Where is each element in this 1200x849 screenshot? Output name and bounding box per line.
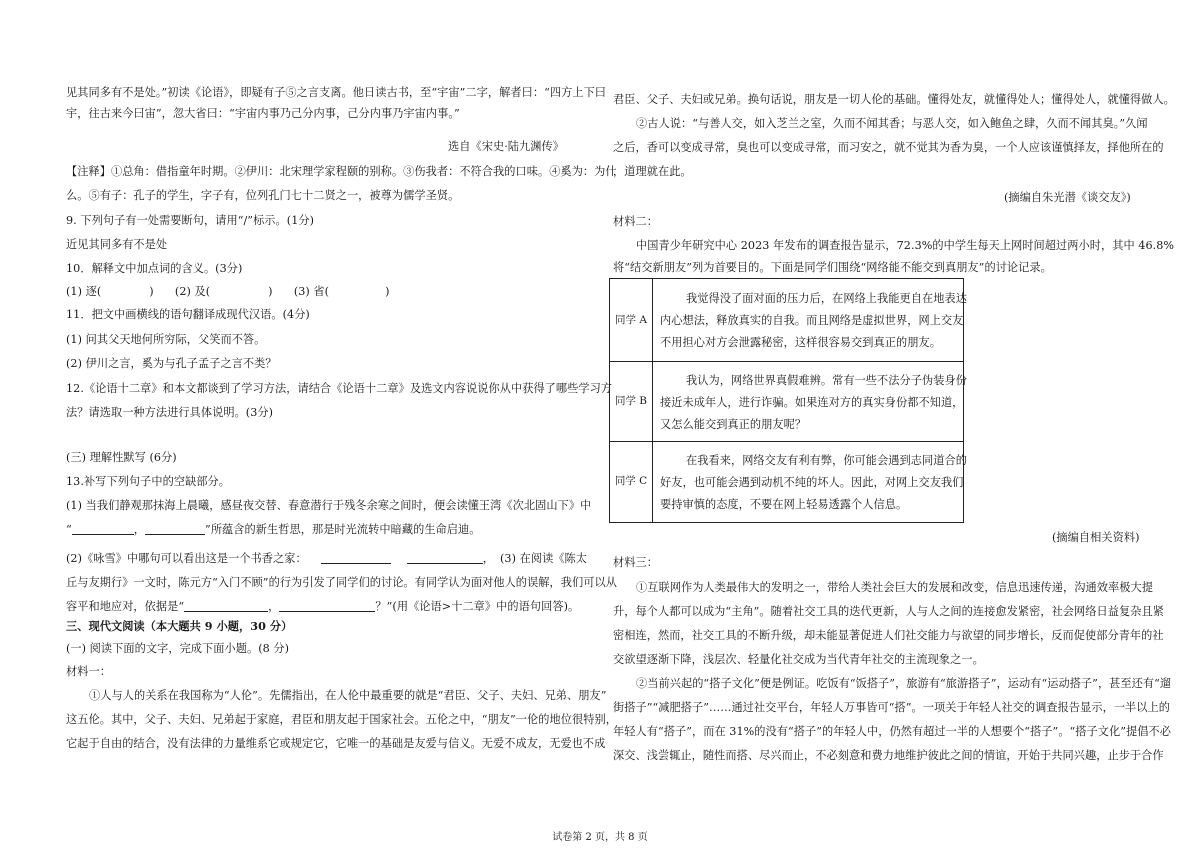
question-12-cont: 法？请选取一种方法进行具体说明。(3分) [66,406,274,419]
question-12: 12.《论语十二章》和本文都谈到了学习方法，请结合《论语十二章》及选文内容说说你从中获得了哪些学习方 [66,382,613,395]
question-9-sentence: 近见其同多有不是处 [66,238,168,251]
q10-item-3: (3) 省( [293,285,330,298]
paragraph-line: 交欲望逐渐下降，浅层次、轻量化社交成为当代青年社交的主流现象之一。 [613,653,984,666]
question-13: 13.补写下列句子中的空缺部分。 [66,475,231,488]
page-footer: 试卷第 2 页，共 8 页 [552,832,648,843]
material-label: 材料二： [613,215,658,228]
table-cell-line: 好友，也可能会遇到动机不纯的坏人。因此，对网上交友我们 [660,476,964,489]
question-11-item-2: (2) 伊川之言，奚为与孔子孟子之言不类？ [66,357,277,370]
table-cell-line: 要持审慎的态度，不要在网上轻易透露个人信息。 [660,498,908,511]
paragraph-line: ①互联网作为人类最伟大的发明之一，带给人类社会巨大的发展和改变，信息迅速传递，沟通效率极大提 [636,581,1153,594]
answer-blank[interactable] [407,551,483,564]
speaker-label: 同学 C [614,475,648,487]
paragraph-line: 年轻人有“搭子”，而在 31%的没有“搭子”的年轻人中，仍然有超过一半的人想要个“搭子”。“搭子文化”提倡不必 [613,725,1171,738]
paragraph-line: 升，每个人都可以成为“主角”。随着社交工具的迭代更新，人与人之间的连接愈发紧密，社会网络日益复杂且紧 [613,605,1164,618]
table-cell-line: 不用担心对方会泄露秘密，这样很容易交到真正的朋友。 [660,336,941,349]
subsection-heading: (一) 阅读下面的文字，完成下面小题。(8 分) [66,642,290,655]
notes-line: 【注释】①总角：借指童年时期。②伊川：北宋理学家程颐的别称。③伤我者：不符合我的口味。④奚为：为什 [66,165,617,178]
answer-blank[interactable] [279,599,375,612]
paragraph-line: 深交、浅尝辄止，随性而搭、尽兴而止，不必刻意和费力地维护彼此之间的情谊，开始于共同兴趣，止步于合作 [613,749,1164,762]
source-citation: (摘编自相关资料) [1052,531,1140,544]
question-13-1-cont: “ ， ”所蕴含的新生哲思，那是时光流转中暗藏的生命启迪。 [66,523,481,536]
table-cell-line: 接近未成年人，进行诈骗。如果连对方的真实身份都不知道， [660,396,964,409]
speaker-label: 同学 B [614,395,648,407]
material-label: 材料一： [66,665,111,678]
question-13-3-cont: 容平和地应对，依据是“ ， ？”(用《论语>十二章》中的语句回答)。 [66,600,580,613]
paragraph-line: ，道理就在此。 [613,165,692,178]
q10-item-1: (1) 逐( [66,285,102,298]
question-13-1: (1) 当我们静观那抹海上晨曦，感昼夜交替、春意潜行于残冬余寒之间时，便会读懂王湾《次北固山下》中 [66,499,592,512]
paragraph-line: 之后，香可以变成寻常，臭也可以变成寻常，而习安之，就不觉其为香为臭，一个人应该谨慎择友，择他所在的 [613,141,1164,154]
discussion-table [609,278,967,523]
source-citation: 选自《宋史·陆九渊传》 [448,140,564,153]
answer-blank[interactable] [184,599,268,612]
table-row [610,441,967,522]
paragraph-line: 将“结交新朋友”列为首要目的。下面是同学们围绕“网络能不能交到真朋友”的讨论记录。 [613,261,1052,274]
text-line: 宇，往古来今曰宙”，忽大省曰：“宇宙内事乃己分内事，己分内事乃宇宙内事。” [66,107,460,120]
paragraph-line: ①人与人的关系在我国称为“人伦”。先儒指出，在人伦中最重要的就是“君臣、父子、夫妇、兄弟、朋友” [89,689,607,702]
table-cell-line: 又怎么能交到真正的朋友呢？ [660,418,807,431]
notes-line: 么。⑤有子：孔子的学生，字子有，位列孔门七十二贤之一，被尊为儒学圣贤。 [66,189,460,202]
paragraph-line: ②当前兴起的“搭子文化”便是例证。吃饭有“饭搭子”，旅游有“旅游搭子”，运动有“运动搭子”，甚至还有“遛 [636,677,1172,690]
paragraph-line: 密相连，然而，社交工具的不断升级，却未能显著促进人们社交能力与欲望的同步增长，反而促使部分青年的社 [613,629,1164,642]
speaker-label: 同学 A [615,314,647,326]
question-13-2: (2)《咏雪》中哪句可以看出这是一个书香之家： ， (3) 在阅读《陈太 [66,552,588,565]
question-9: 9. 下列句子有一处需要断句，请用“/”标示。(1分) [66,214,315,227]
table-cell-line: 我觉得没了面对面的压力后，在网络上我能更自在地表达 [686,292,967,305]
paragraph-line: 这五伦。其中，父子、夫妇、兄弟起于家庭，君臣和朋友起于国家社会。五伦之中，“朋友”一伦的地位很特别， [66,713,617,726]
question-11-item-1: (1) 问其父天地何所穷际，父笑而不答。 [66,333,266,346]
question-13-3: 丘与友期行》一文时，陈元方“入门不顾”的行为引发了同学们的讨论。有同学认为面对他人的误解，我们可以从 [66,576,617,589]
section-heading: (三) 理解性默写 (6分) [66,451,177,464]
paragraph-line: ②古人说：“与善人交，如入芝兰之室，久而不闻其香；与恶人交，如入鲍鱼之肆，久而不闻其臭。”久闻 [636,117,1148,130]
text-line: 见其同多有不是处。”初读《论语》，即疑有子⑤之言支离。他日读古书，至“宇宙”二字，解者曰：“四方上下曰 [66,86,607,99]
table-row [610,361,967,442]
table-cell-line: 我认为，网络世界真假难辨。常有一些不法分子伪装身份 [686,374,967,387]
question-11: 11．把文中画横线的语句翻译成现代汉语。(4分) [66,308,310,321]
answer-blank[interactable] [321,551,391,564]
section-heading: 三、现代文阅读（本大题共 9 小题，30 分） [66,619,293,633]
material-label: 材料三： [613,556,658,569]
answer-blank[interactable] [72,522,134,535]
question-10: 10．解释文中加点词的含义。(3分) [66,262,243,275]
source-citation: (摘编自朱光潜《谈交友》) [1004,191,1131,204]
table-cell-line: 在我看来，网络交友有利有弊，你可能会遇到志同道合的 [686,454,967,467]
table-cell-line: 内心想法，释放真实的自我。而且网络是虚拟世界，网上交友 [660,314,964,327]
answer-blank[interactable] [145,522,205,535]
q10-item-2: (2) 及( [174,285,211,298]
paragraph-line: 君臣、父子、夫妇或兄弟。换句话说，朋友是一切人伦的基础。懂得处友，就懂得处人；懂得处人，就懂得做人。 [613,93,1175,106]
paragraph-line: 中国青少年研究中心 2023 年发布的调查报告显示，72.3%的中学生每天上网时间超过两小时，其中 46.8% [636,239,1175,252]
table-row [610,279,967,361]
paragraph-line: 街搭子”“减肥搭子”……通过社交平台，年轻人万事皆可“搭”。一项关于年轻人社交的调查报告显示，一半以上的 [613,701,1171,714]
paragraph-line: 它起于自由的结合，没有法律的力量维系它或规定它，它唯一的基础是友爱与信义。无爱不成友，无爱也不成 [66,737,606,750]
question-10-items: (1) 逐( ) (2) 及( ) (3) 省( ) [66,285,390,298]
